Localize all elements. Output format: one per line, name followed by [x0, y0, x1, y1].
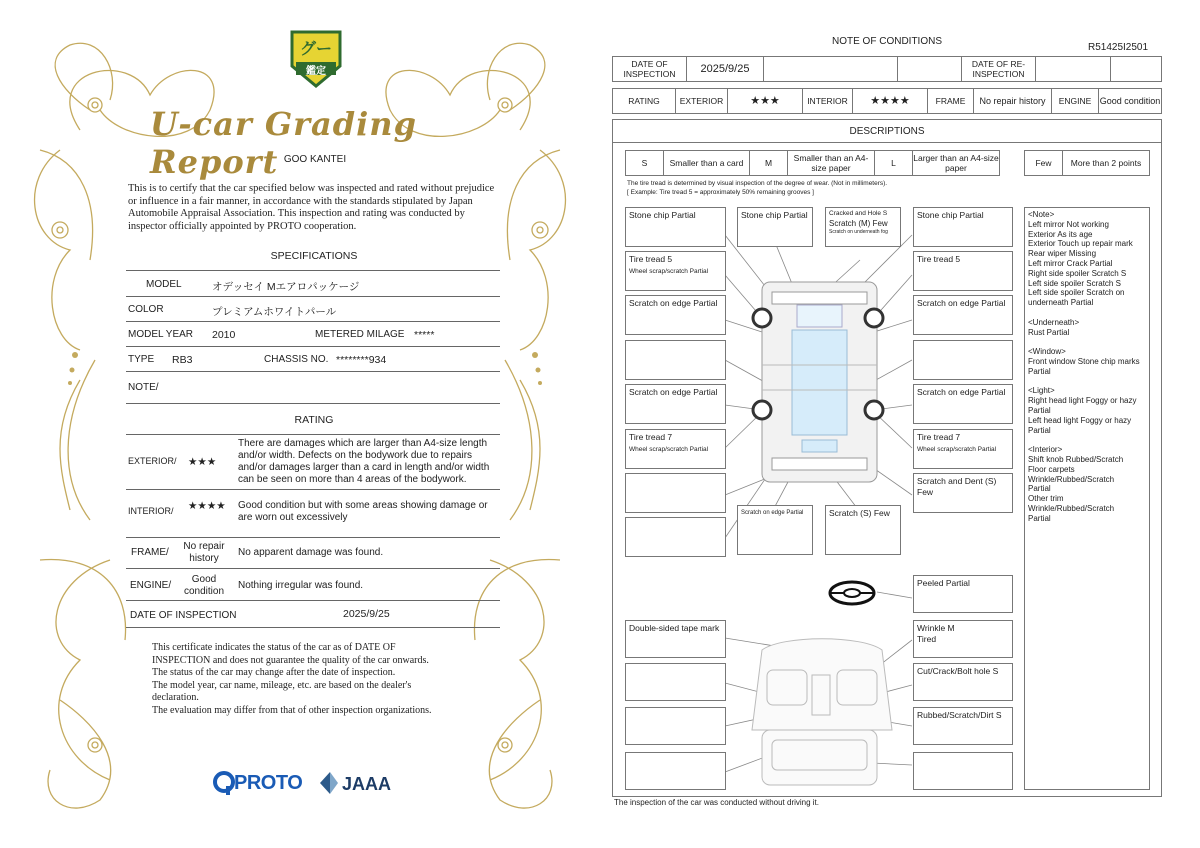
underneath-text: Scratch on underneath fog — [829, 229, 888, 235]
note-box-tire-rear-right — [913, 429, 1013, 469]
note-line: <Note> — [1028, 210, 1055, 219]
frame-value: No repair history — [183, 541, 225, 564]
specifications-heading: SPECIFICATIONS — [270, 250, 358, 262]
exterior-description: There are damages which are larger than A4-size length and/or width. Defects on the bodywork due to repairs and/or damages larger than a card in length and/or width can be seen on more than 4 areas of the bodywork. — [238, 438, 490, 485]
jaaa-logo — [318, 770, 398, 798]
few-legend — [1024, 150, 1150, 176]
note-line: Left side spoiler Scratch S — [1028, 278, 1121, 288]
legend-s: S — [626, 151, 664, 175]
metered-mileage-value: ***** — [414, 329, 435, 341]
wheel-scrap-text: Wheel scrap/scratch Partial — [917, 446, 997, 453]
cracked-hole-text: Cracked and Hole S — [829, 210, 888, 217]
footer-line: The model year, car name, mileage, etc. are based on the dealer's — [152, 679, 412, 691]
note-box-stone-chip-front: Stone chip Partial — [737, 207, 813, 247]
note-box-scratch-edge: Scratch on edge Partial — [625, 384, 726, 424]
tire-note: The tire tread is determined by visual inspection of the degree of wear. (Not in millimeters). — [627, 180, 888, 187]
note-box-scratch-edge: Scratch on edge Partial — [913, 295, 1013, 335]
legend-s-desc: Smaller than a card — [664, 151, 750, 175]
note-line: Right side spoiler Scratch S — [1028, 268, 1127, 278]
note-line: Rust Partial — [1028, 327, 1070, 337]
note-line: Partial — [1028, 513, 1051, 523]
note-line: Floor carpets — [1028, 464, 1075, 474]
model-label: MODEL — [146, 279, 182, 290]
footer-line: This certificate indicates the status of the car as of DATE OF — [152, 642, 396, 653]
proto-logo-text: PROTO — [234, 772, 303, 794]
legend-m-desc: Smaller than an A4-size paper — [788, 151, 875, 175]
tire-tread-text: Tire tread 5 — [629, 254, 673, 264]
note-line: Rear wiper Missing — [1028, 249, 1097, 259]
engine-label: ENGINE/ — [130, 580, 172, 591]
tire-note-example: [ Example: Tire tread 5 = approximately 50% remaining grooves ] — [627, 189, 814, 196]
note-box-empty — [913, 752, 1013, 790]
note-box-empty — [625, 707, 726, 745]
metered-mileage-label: METERED MILAGE — [315, 329, 405, 340]
note-line: Exterior Touch up repair mark — [1028, 239, 1133, 249]
note-box-tire-front-right: Tire tread 5 — [913, 251, 1013, 291]
divider — [126, 321, 500, 322]
divider — [126, 346, 500, 347]
note-box-cut-crack: Cut/Crack/Bolt hole S — [913, 663, 1013, 701]
footer-line: declaration. — [152, 692, 199, 703]
color-value: プレミアムホワイトパール — [212, 306, 337, 318]
date-row — [612, 56, 1162, 82]
note-box-empty — [625, 663, 726, 701]
exterior-stars: ★★★ — [728, 89, 803, 113]
note-line: Partial — [1028, 484, 1051, 494]
note-line — [1028, 435, 1146, 445]
note-line: Left head light Foggy or hazy — [1028, 415, 1132, 425]
note-line: Wrinkle/Rubbed/Scratch — [1028, 503, 1115, 513]
wrinkle-text: Wrinkle M — [917, 623, 955, 633]
car-interior-view — [752, 639, 892, 785]
intro-text: This is to certify that the car specified below was inspected and rated without prejudice or influence in a fair manner, in accordance with the standards stipulated by Japan Automobile Appraisal Association. This inspection and rating was conducted by inspector officially appointed by PROTO cooperation. — [128, 183, 495, 232]
note-box-headliner: Double-sided tape mark — [625, 620, 726, 658]
descriptions-heading: DESCRIPTIONS — [849, 126, 925, 137]
certificate-footer — [152, 642, 482, 717]
frame-description: No apparent damage was found. — [238, 547, 384, 558]
conditions-title: NOTE OF CONDITIONS — [832, 36, 942, 47]
size-legend — [625, 150, 1000, 176]
note-line — [1028, 337, 1146, 347]
exterior-label: EXTERIOR/ — [128, 456, 177, 466]
exterior-label: EXTERIOR — [676, 89, 728, 113]
proto-logo — [212, 770, 312, 798]
legend-m: M — [750, 151, 788, 175]
note-line: <Underneath> — [1028, 317, 1080, 327]
reference-number: R51425I2501 — [1088, 42, 1149, 53]
note-box-stone-chip: Stone chip Partial — [913, 207, 1013, 247]
date-blank — [898, 57, 962, 81]
rating-heading: RATING — [294, 414, 334, 426]
wheel-scrap-text: Wheel scrap/scratch Partial — [629, 268, 709, 275]
footer-line: The status of the car may change after the date of inspection. — [152, 667, 396, 678]
legend-l-desc: Larger than an A4-size paper — [913, 153, 999, 173]
note-line: Left side spoiler Scratch on — [1028, 288, 1125, 298]
divider — [126, 627, 500, 628]
tire-tread-text: Tire tread 7 — [917, 432, 961, 442]
jaaa-logo-icon — [318, 770, 340, 796]
notes-list — [1028, 210, 1146, 524]
divider — [126, 371, 500, 372]
note-box-empty — [625, 517, 726, 557]
legend-few: Few — [1025, 151, 1063, 175]
exterior-stars: ★★★ — [188, 456, 217, 468]
note-line: <Window> — [1028, 347, 1066, 357]
note-line: Exterior As its age — [1028, 229, 1093, 239]
report-title: U-car Grading Report — [150, 105, 417, 181]
note-box-empty — [625, 340, 726, 380]
type-label: TYPE — [128, 354, 155, 365]
interior-stars: ★★★★ — [853, 89, 928, 113]
note-line: Partial — [1028, 405, 1051, 415]
steering-wheel-icon — [830, 582, 874, 604]
type-value: RB3 — [172, 354, 193, 366]
divider — [126, 600, 500, 601]
divider — [126, 434, 500, 435]
date-value: 2025/9/25 — [687, 57, 764, 81]
note-line: Left mirror Not working — [1028, 219, 1109, 229]
badge-top-text: グー — [299, 41, 332, 58]
interior-stars: ★★★★ — [188, 500, 226, 512]
frame-label: FRAME — [928, 89, 974, 113]
date-blank — [764, 57, 898, 81]
note-box-seat-wrinkle — [913, 620, 1013, 658]
date-label: DATE OF INSPECTION — [613, 57, 687, 81]
note-box-scratch-dent: Scratch and Dent (S) Few — [913, 473, 1013, 513]
badge-bottom-text: 鑑定 — [306, 66, 326, 77]
note-box-steering: Peeled Partial — [913, 575, 1013, 613]
note-line: underneath Partial — [1028, 298, 1094, 308]
note-box-scratch-edge: Scratch on edge Partial — [913, 384, 1013, 424]
note-box-tire-front-left — [625, 251, 726, 291]
note-line: Shift knob Rubbed/Scratch — [1028, 454, 1124, 464]
proto-logo-icon — [212, 770, 236, 796]
note-label: NOTE/ — [128, 382, 159, 393]
divider — [126, 403, 500, 404]
note-line: Left mirror Crack Partial — [1028, 258, 1113, 268]
note-box-stone-chip: Stone chip Partial — [625, 207, 726, 247]
conditions-footer: The inspection of the car was conducted without driving it. — [614, 798, 819, 807]
note-line: Other trim — [1028, 494, 1064, 504]
car-top-view — [762, 282, 877, 482]
note-line: <Interior> — [1028, 445, 1063, 455]
scratch-few-text: Scratch (M) Few — [829, 219, 888, 228]
engine-description: Nothing irregular was found. — [238, 580, 364, 591]
wheel-scrap-text: Wheel scrap/scratch Partial — [629, 446, 709, 453]
chassis-label: CHASSIS NO. — [264, 354, 329, 365]
note-line: Wrinkle/Rubbed/Scratch — [1028, 474, 1115, 484]
engine-value: Good condition — [1099, 96, 1161, 106]
jaaa-logo-text: JAAA — [342, 774, 392, 794]
chassis-value: ********934 — [336, 354, 387, 366]
frame-value: No repair history — [974, 89, 1052, 113]
engine-label: ENGINE — [1052, 89, 1099, 113]
date-of-inspection-label: DATE OF INSPECTION — [130, 610, 237, 621]
rating-label: RATING — [613, 89, 676, 113]
interior-description: Good condition but with some areas showing damage or are worn out excessively — [238, 500, 488, 523]
note-box-tire-rear-left — [625, 429, 726, 469]
note-line: Right head light Foggy or hazy — [1028, 396, 1137, 406]
interior-label: INTERIOR — [803, 89, 853, 113]
tire-tread-text: Tire tread 7 — [629, 432, 673, 442]
frame-label: FRAME/ — [131, 547, 169, 558]
note-box-empty — [625, 752, 726, 790]
note-box-front-bumper — [825, 207, 901, 247]
interior-label: INTERIOR/ — [128, 506, 174, 516]
reinspection-value — [1036, 57, 1111, 81]
legend-few-desc: More than 2 points — [1070, 158, 1142, 168]
note-box-empty — [625, 473, 726, 513]
reinspection-blank — [1111, 57, 1161, 81]
note-box-rear-edge: Scratch on edge Partial — [737, 505, 813, 555]
date-of-inspection-value: 2025/9/25 — [343, 608, 390, 620]
reinspection-label: DATE OF RE-INSPECTION — [962, 57, 1036, 81]
note-box-scratch-edge: Scratch on edge Partial — [625, 295, 726, 335]
divider — [126, 537, 500, 538]
rating-row — [612, 88, 1162, 114]
note-line — [1028, 308, 1146, 318]
legend-l: L — [875, 151, 913, 175]
notes-panel — [1024, 207, 1150, 790]
report-subtitle: GOO KANTEI — [283, 154, 347, 165]
divider — [126, 568, 500, 569]
note-line: Partial — [1028, 366, 1051, 376]
model-year-value: 2010 — [212, 329, 236, 341]
tired-text: Tired — [917, 634, 937, 644]
divider — [126, 489, 500, 490]
note-line — [1028, 377, 1146, 387]
note-box-rubbed-scratch: Rubbed/Scratch/Dirt S — [913, 707, 1013, 745]
note-line: Front window Stone chip marks — [1028, 356, 1140, 366]
note-box-rear-scratch: Scratch (S) Few — [825, 505, 901, 555]
engine-value: Good condition — [183, 574, 225, 597]
divider — [126, 296, 500, 297]
model-value: オデッセイ Mエアロパッケージ — [212, 281, 360, 293]
goo-kantei-badge — [288, 28, 344, 90]
footer-line: INSPECTION and does not guarantee the quality of the car onwards. — [152, 654, 429, 666]
footer-line: The evaluation may differ from that of other inspection organizations. — [152, 704, 432, 716]
color-label: COLOR — [128, 304, 164, 315]
divider — [126, 270, 500, 271]
model-year-label: MODEL YEAR — [128, 329, 194, 340]
note-line: <Light> — [1028, 386, 1055, 396]
note-box-empty — [913, 340, 1013, 380]
note-line: Partial — [1028, 425, 1051, 435]
